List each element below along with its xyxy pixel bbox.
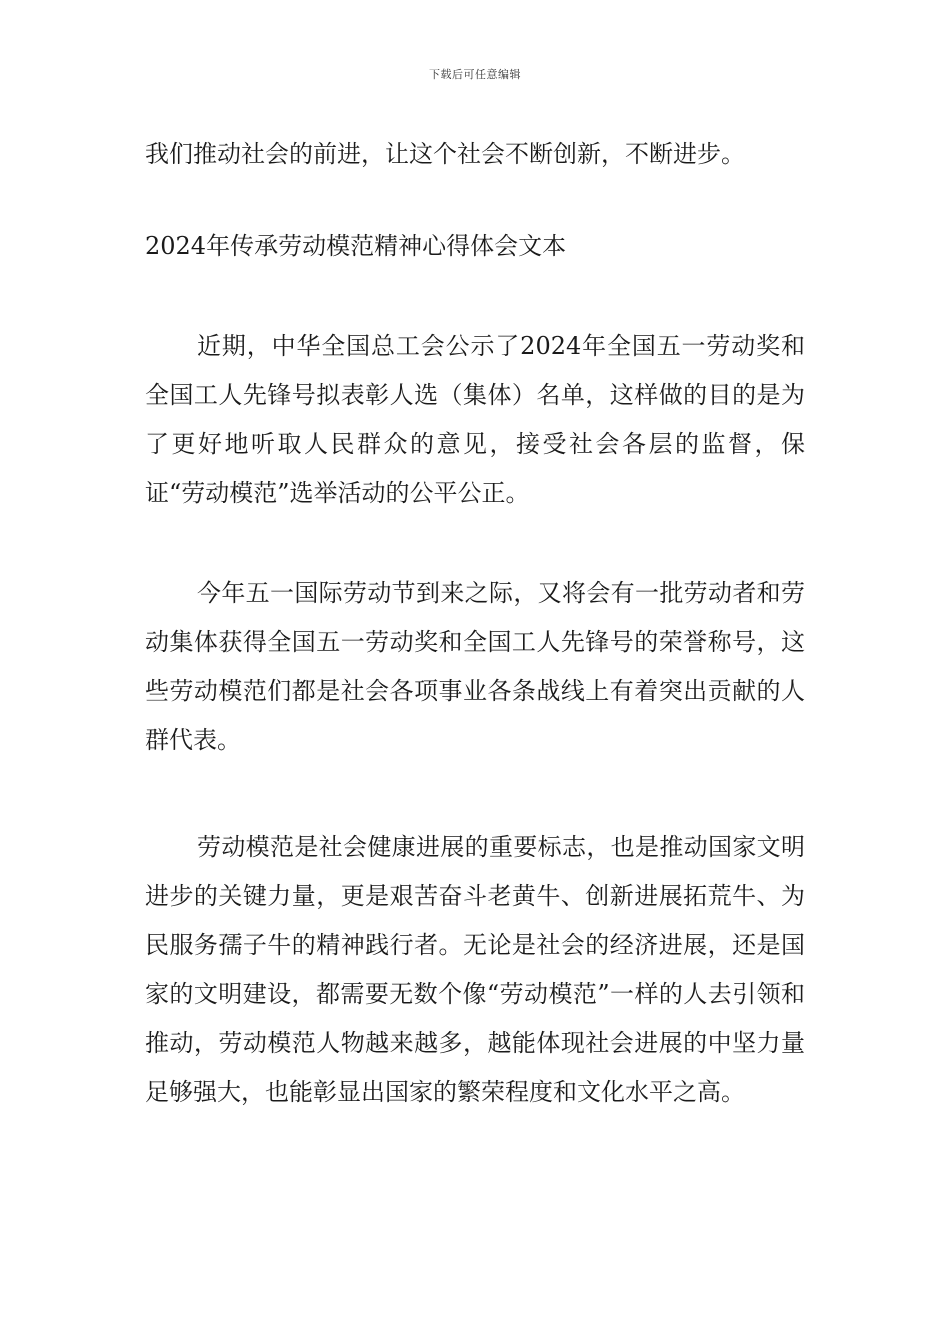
lead-line: 我们推动社会的前进，让这个社会不断创新，不断进步。	[145, 140, 745, 168]
document-body	[145, 130, 805, 1117]
paragraph-2: 今年五一国际劳动节到来之际，又将会有一批劳动者和劳动集体获得全国五一劳动奖和全国工人先锋号的荣誉称号，这些劳动模范们都是社会各项事业各条战线上有着突出贡献的人群代表。	[145, 579, 805, 754]
page-header: 下载后可任意编辑	[429, 68, 521, 81]
paragraph-3: 劳动模范是社会健康进展的重要标志，也是推动国家文明进步的关键力量，更是艰苦奋斗老黄牛、创新进展拓荒牛、为民服务孺子牛的精神践行者。无论是社会的经济进展，还是国家的文明建设，都需要无数个像“劳动模范”一样的人去引领和推动，劳动模范人物越来越多，越能体现社会进展的中坚力量足够强大，也能彰显出国家的繁荣程度和文化水平之高。	[145, 833, 805, 1106]
document-title: 2024年传承劳动模范精神心得体会文本	[145, 232, 567, 260]
paragraph-1: 近期，中华全国总工会公示了2024年全国五一劳动奖和全国工人先锋号拟表彰人选（集体）名单，这样做的目的是为了更好地听取人民群众的意见，接受社会各层的监督，保证“劳动模范”选举活动的公平公正。	[145, 332, 805, 507]
